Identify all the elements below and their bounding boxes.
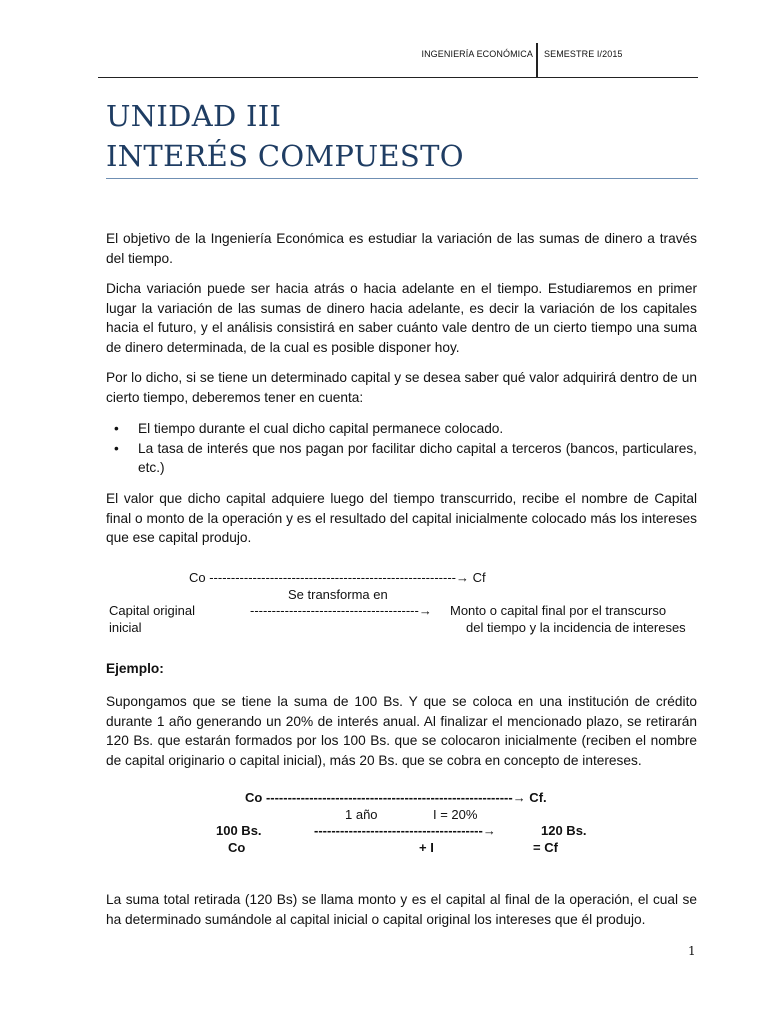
example-top-line: Co ---------------------------------------------------------→ Cf. — [245, 790, 547, 805]
list-item-text: El tiempo durante el cual dicho capital permanece colocado. — [138, 421, 504, 436]
paragraph-considerations: Por lo dicho, si se tiene un determinado capital y se desea saber qué valor adquirirá dentro de un cierto tiempo, deberemos tener en cuenta: — [106, 370, 697, 405]
page-title — [106, 96, 464, 176]
header-semester: SEMESTRE I/2015 — [544, 49, 623, 59]
title-divider — [106, 178, 698, 179]
diagram-top-line: Co ---------------------------------------------------------→ Cf — [189, 570, 486, 585]
example-rate: I = 20% — [433, 807, 478, 822]
paragraph-variation: Dicha variación puede ser hacia atrás o hacia adelante en el tiempo. Estudiaremos en primer lugar la variación de las sumas de dinero hacia adelante, es decir la variación de los capitales hacia el futuro, y el análisis consistirá en saber cuánto vale dentro de un cierto tiempo una suma de dinero determinada, de la cual es posible disponer hoy. — [106, 281, 697, 355]
example-period: 1 año — [345, 807, 378, 822]
header-divider — [536, 43, 538, 77]
example-heading: Ejemplo: — [106, 661, 164, 676]
header-course: INGENIERÍA ECONÓMICA — [421, 49, 533, 59]
paragraph-example: Supongamos que se tiene la suma de 100 Bs. Y que se coloca en una institución de crédito durante 1 año generando un 20% de interés anual. Al finalizar el mencionado plazo, se retirarán 120 Bs. que estarán formados por los 100 Bs. que se colocaron inicialmente (reciben el nombre de capital originario o capital inicial), más 20 Bs. que se cobra en concepto de intereses. — [106, 694, 697, 768]
example-left-symbol: Co — [228, 840, 246, 855]
diagram-right-label: Monto o capital final por el transcurso — [450, 603, 667, 618]
diagram-arrow: ---------------------------------------→ — [250, 603, 432, 618]
list-item — [106, 439, 697, 478]
page-header — [98, 43, 698, 78]
diagram-left-label: Capital original — [109, 603, 195, 618]
example-middle-symbol: + I — [419, 840, 434, 855]
bullet-icon: • — [114, 421, 119, 436]
paragraph-final-capital: El valor que dicho capital adquiere luego del tiempo transcurrido, recibe el nombre de Capital final o monto de la operación y es el resultado del capital inicialmente colocado más los intereses que ese capital produjo. — [106, 491, 697, 545]
example-arrow: ---------------------------------------→ — [314, 823, 496, 838]
list-item — [106, 419, 697, 439]
example-right-symbol: = Cf — [533, 840, 558, 855]
example-right-amount: 120 Bs. — [541, 823, 587, 838]
title-line-topic: INTERÉS COMPUESTO — [106, 139, 464, 173]
bullet-icon: • — [114, 440, 119, 456]
diagram-transform-label: Se transforma en — [288, 587, 388, 602]
diagram-right-label-2: del tiempo y la incidencia de intereses — [466, 620, 686, 635]
list-item-text: La tasa de interés que nos pagan por facilitar dicho capital a terceros (bancos, particulares, etc.) — [138, 440, 697, 475]
paragraph-conclusion: La suma total retirada (120 Bs) se llama monto y es el capital al final de la operación, el cual se ha determinado sumándole al capital inicial o capital original los intereses que él produjo. — [106, 892, 697, 927]
page-number: 1 — [688, 944, 696, 958]
title-line-unit: UNIDAD III — [106, 99, 282, 133]
considerations-list — [106, 419, 697, 478]
diagram-left-label-2: inicial — [109, 620, 142, 635]
paragraph-objective: El objetivo de la Ingeniería Económica es estudiar la variación de las sumas de dinero a través del tiempo. — [106, 231, 697, 266]
example-left-amount: 100 Bs. — [216, 823, 262, 838]
